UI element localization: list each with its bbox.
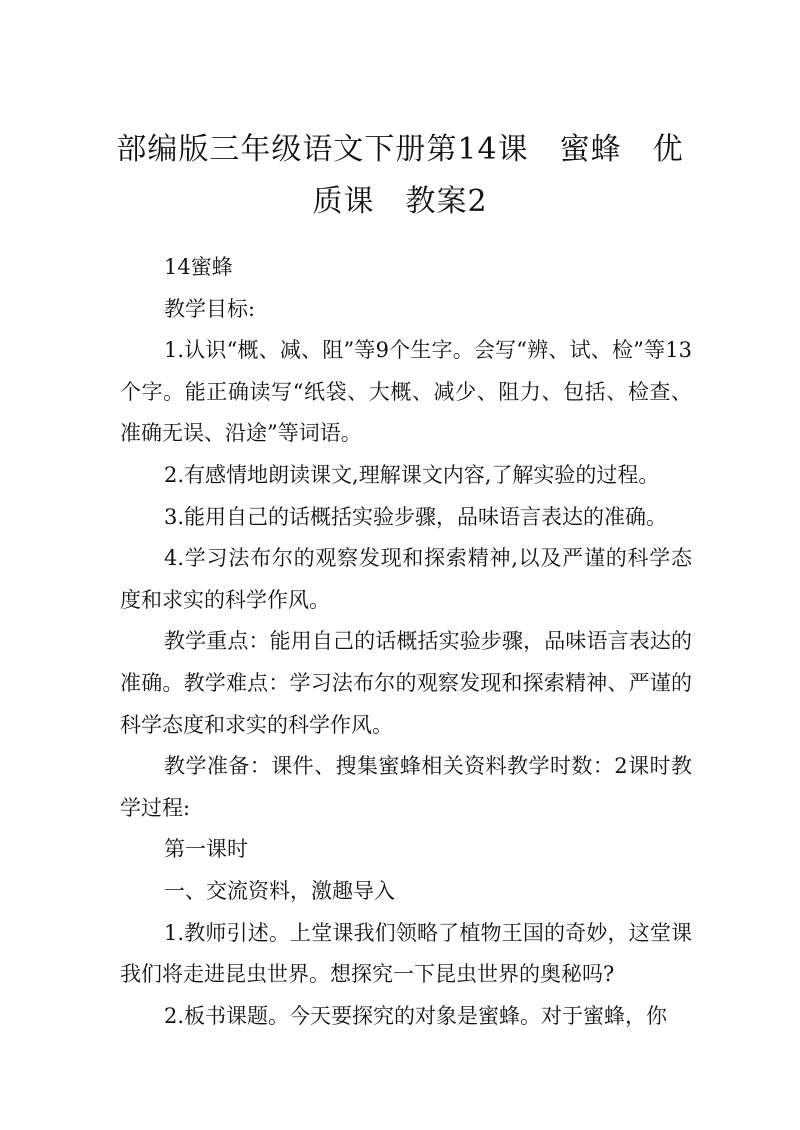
document-title (110, 124, 690, 228)
goal-item-3: 3.能用自己的话概括实验步骤，品味语言表达的准确。 (164, 504, 668, 529)
goal-item-2: 2.有感情地朗读课文,理解课文内容,了解实验的过程。 (164, 462, 660, 487)
teaching-preparation: 教学准备：课件、搜集蜜蜂相关资料教学时数：2课时教学过程: (120, 754, 692, 820)
title-line-2: 质课 教案2 (312, 184, 488, 219)
document-body (120, 247, 692, 1037)
step-paragraph-2: 2.板书课题。今天要探究的对象是蜜蜂。对于蜜蜂，你 (164, 1003, 668, 1028)
section-heading-1: 一、交流资料，激趣导入 (164, 878, 395, 903)
goal-item-1: 1.认识“概、减、阻”等9个生字。会写“辨、试、检”等13个字。能正确读写“纸袋、大概、减少、阻力、包括、检查、准确无误、沿途”等词语。 (120, 338, 692, 446)
teaching-goals-heading: 教学目标: (164, 296, 256, 321)
goal-item-4: 4.学习法布尔的观察发现和探索精神,以及严谨的科学态度和求实的科学作风。 (120, 546, 692, 612)
lesson-heading: 14蜜蜂 (164, 255, 233, 279)
title-line-1: 部编版三年级语文下册第14课 蜜蜂 优 (116, 132, 684, 167)
first-lesson-heading: 第一课时 (164, 837, 248, 862)
key-and-difficult-points: 教学重点：能用自己的话概括实验步骤，品味语言表达的准确。教学难点：学习法布尔的观察发现和探索精神、严谨的科学态度和求实的科学作风。 (120, 629, 692, 737)
step-paragraph-1: 1.教师引述。上堂课我们领略了植物王国的奇妙，这堂课我们将走进昆虫世界。想探究一下昆虫世界的奥秘吗? (120, 920, 692, 987)
